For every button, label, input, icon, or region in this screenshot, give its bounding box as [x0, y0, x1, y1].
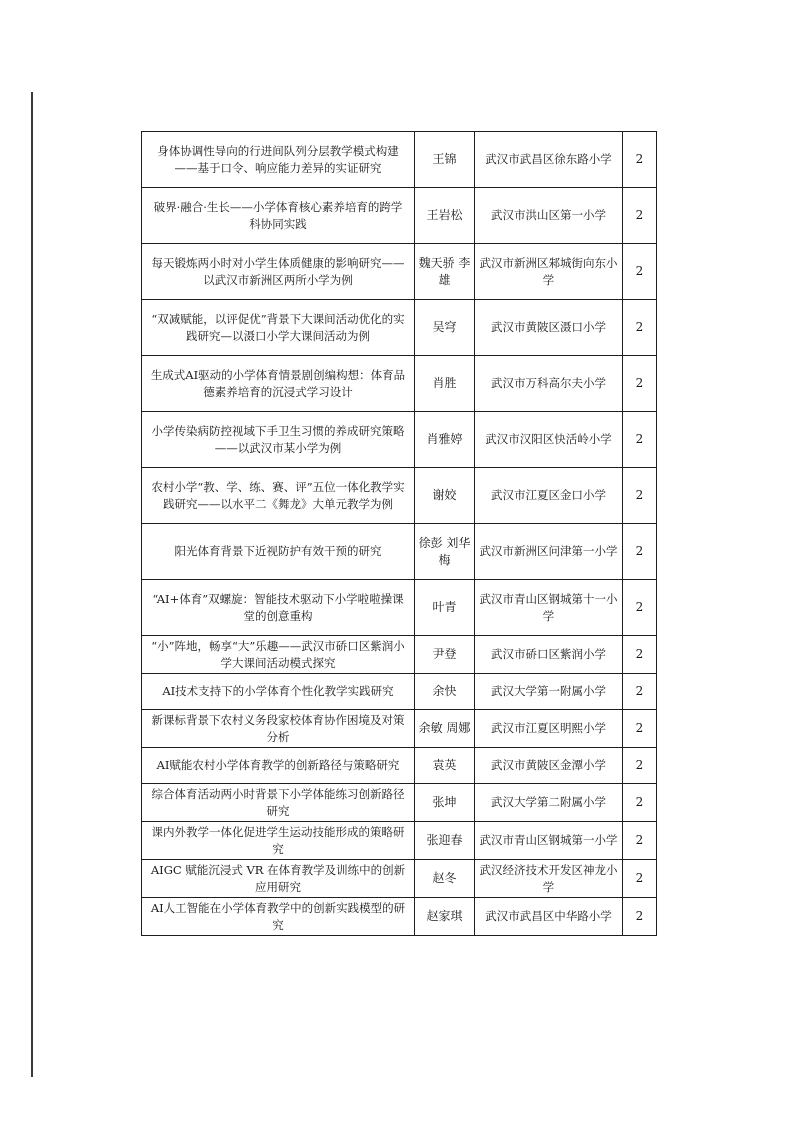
project-title-cell: “双减赋能，以评促优”背景下大课间活动优化的实践研究—以滠口小学大课间活动为例 [142, 300, 415, 356]
project-title-cell: 农村小学“教、学、练、赛、评”五位一体化教学实践研究——以水平二《舞龙》大单元教学为例 [142, 468, 415, 524]
school-cell: 武汉市汉阳区快活岭小学 [475, 412, 623, 468]
table-row [142, 188, 657, 244]
table-row [142, 580, 657, 636]
table-row [142, 412, 657, 468]
count-cell: 2 [623, 822, 657, 860]
project-title-cell: AI技术支持下的小学体育个性化教学实践研究 [142, 674, 415, 710]
project-title-cell: 身体协调性导向的行进间队列分层教学模式构建——基于口令、响应能力差异的实证研究 [142, 132, 415, 188]
author-name-cell: 赵冬 [415, 860, 475, 898]
count-cell: 2 [623, 898, 657, 936]
count-cell: 2 [623, 356, 657, 412]
table-row [142, 300, 657, 356]
author-name-cell: 肖胜 [415, 356, 475, 412]
author-name-cell: 尹登 [415, 636, 475, 674]
author-name-cell: 王锦 [415, 132, 475, 188]
table-row [142, 898, 657, 936]
author-name-cell: 王岩松 [415, 188, 475, 244]
school-cell: 武汉大学第一附属小学 [475, 674, 623, 710]
count-cell: 2 [623, 412, 657, 468]
table-row [142, 244, 657, 300]
school-cell: 武汉市硚口区紫润小学 [475, 636, 623, 674]
count-cell: 2 [623, 188, 657, 244]
count-cell: 2 [623, 300, 657, 356]
author-name-cell: 吴穹 [415, 300, 475, 356]
project-title-cell: 课内外教学一体化促进学生运动技能形成的策略研究 [142, 822, 415, 860]
scan-page-edge [31, 92, 33, 1077]
count-cell: 2 [623, 674, 657, 710]
project-title-cell: 每天锻炼两小时对小学生体质健康的影响研究——以武汉市新洲区两所小学为例 [142, 244, 415, 300]
school-cell: 武汉市万科高尔夫小学 [475, 356, 623, 412]
author-name-cell: 袁英 [415, 748, 475, 784]
project-title-cell: 生成式AI驱动的小学体育情景剧创编构想：体育品德素养培育的沉浸式学习设计 [142, 356, 415, 412]
table-row [142, 524, 657, 580]
table-row [142, 636, 657, 674]
school-cell: 武汉市新洲区问津第一小学 [475, 524, 623, 580]
author-name-cell: 赵家琪 [415, 898, 475, 936]
table-row [142, 674, 657, 710]
project-title-cell: 新课标背景下农村义务段家校体育协作困境及对策分析 [142, 710, 415, 748]
school-cell: 武汉大学第二附属小学 [475, 784, 623, 822]
project-title-cell: 小学传染病防控视域下手卫生习惯的养成研究策略——以武汉市某小学为例 [142, 412, 415, 468]
school-cell: 武汉市黄陂区滠口小学 [475, 300, 623, 356]
count-cell: 2 [623, 784, 657, 822]
author-name-cell: 张迎春 [415, 822, 475, 860]
school-cell: 武汉市武昌区中华路小学 [475, 898, 623, 936]
table-row [142, 748, 657, 784]
author-name-cell: 余敏 周娜 [415, 710, 475, 748]
author-name-cell: 叶青 [415, 580, 475, 636]
school-cell: 武汉市青山区钢城第一小学 [475, 822, 623, 860]
project-title-cell: AI赋能农村小学体育教学的创新路径与策略研究 [142, 748, 415, 784]
author-name-cell: 张坤 [415, 784, 475, 822]
project-title-cell: AIGC 赋能沉浸式 VR 在体育教学及训练中的创新应用研究 [142, 860, 415, 898]
author-name-cell: 魏天骄 李雄 [415, 244, 475, 300]
count-cell: 2 [623, 580, 657, 636]
school-cell: 武汉市新洲区邾城街向东小学 [475, 244, 623, 300]
table-row [142, 710, 657, 748]
school-cell: 武汉市洪山区第一小学 [475, 188, 623, 244]
count-cell: 2 [623, 710, 657, 748]
count-cell: 2 [623, 468, 657, 524]
author-name-cell: 谢姣 [415, 468, 475, 524]
school-cell: 武汉市青山区钢城第十一小学 [475, 580, 623, 636]
school-cell: 武汉市江夏区金口小学 [475, 468, 623, 524]
author-name-cell: 肖雅婷 [415, 412, 475, 468]
project-title-cell: 综合体育活动两小时背景下小学体能练习创新路径研究 [142, 784, 415, 822]
count-cell: 2 [623, 132, 657, 188]
project-title-cell: “AI+体育”双螺旋：智能技术驱动下小学啦啦操课堂的创意重构 [142, 580, 415, 636]
project-title-cell: AI人工智能在小学体育教学中的创新实践模型的研究 [142, 898, 415, 936]
table-row [142, 822, 657, 860]
count-cell: 2 [623, 748, 657, 784]
count-cell: 2 [623, 524, 657, 580]
school-cell: 武汉市黄陂区金潭小学 [475, 748, 623, 784]
count-cell: 2 [623, 636, 657, 674]
table-row [142, 860, 657, 898]
school-cell: 武汉市江夏区明熙小学 [475, 710, 623, 748]
project-title-cell: “小”阵地，畅享“大”乐趣——武汉市硚口区紫润小学大课间活动模式探究 [142, 636, 415, 674]
project-title-cell: 阳光体育背景下近视防护有效干预的研究 [142, 524, 415, 580]
table-row [142, 356, 657, 412]
author-name-cell: 余快 [415, 674, 475, 710]
count-cell: 2 [623, 860, 657, 898]
table-row [142, 468, 657, 524]
count-cell: 2 [623, 244, 657, 300]
project-table [141, 131, 657, 936]
school-cell: 武汉经济技术开发区神龙小学 [475, 860, 623, 898]
school-cell: 武汉市武昌区徐东路小学 [475, 132, 623, 188]
author-name-cell: 徐彭 刘华梅 [415, 524, 475, 580]
table-row [142, 784, 657, 822]
table-row [142, 132, 657, 188]
project-title-cell: 破界·融合·生长——小学体育核心素养培育的跨学科协同实践 [142, 188, 415, 244]
